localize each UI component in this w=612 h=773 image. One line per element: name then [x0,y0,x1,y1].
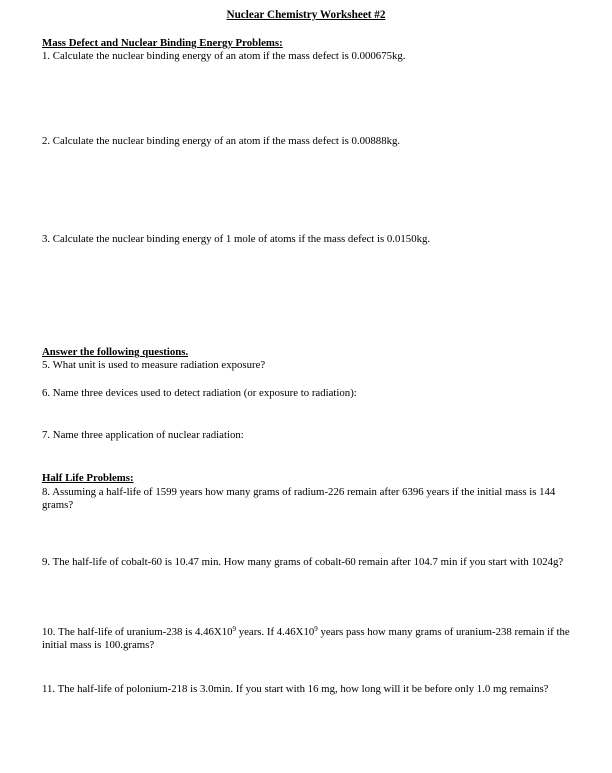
question-10-part-a: 10. The half-life of uranium-238 is 4.46X10 [42,626,233,638]
page-title: Nuclear Chemistry Worksheet #2 [226,9,386,21]
question-11: 11. The half-life of polonium-218 is 3.0min. If you start with 16 mg, how long will it be before only 1.0 mg remains? [42,683,549,695]
question-10-exponent-2: 9 [314,625,318,633]
question-7: 7. Name three application of nuclear radiation: [42,429,244,441]
question-6: 6. Name three devices used to detect radiation (or exposure to radiation): [42,387,357,399]
question-10-part-b: years. If 4.46X10 [236,626,315,638]
question-5: 5. What unit is used to measure radiation exposure? [42,359,266,371]
question-10 [42,626,582,652]
question-2: 2. Calculate the nuclear binding energy of an atom if the mass defect is 0.00888kg. [42,135,401,147]
question-9: 9. The half-life of cobalt-60 is 10.47 min. How many grams of cobalt-60 remain after 104.7 min if you start with 1024g? [42,556,564,568]
question-1: 1. Calculate the nuclear binding energy of an atom if the mass defect is 0.000675kg. [42,50,406,62]
question-10-exponent-1: 9 [232,625,237,633]
section-heading-questions: Answer the following questions. [42,346,189,358]
section-heading-binding-energy: Mass Defect and Nuclear Binding Energy Problems: [42,37,283,49]
question-10-part-c: years pass how many grams of uranium-238 remain if the initial mass is 100.grams? [42,626,570,651]
question-8: 8. Assuming a half-life of 1599 years how many grams of radium-226 remain after 6396 years if the initial mass is 144 grams? [42,486,556,511]
section-heading-half-life: Half Life Problems: [42,472,134,484]
question-3: 3. Calculate the nuclear binding energy of 1 mole of atoms if the mass defect is 0.0150kg. [42,233,431,245]
